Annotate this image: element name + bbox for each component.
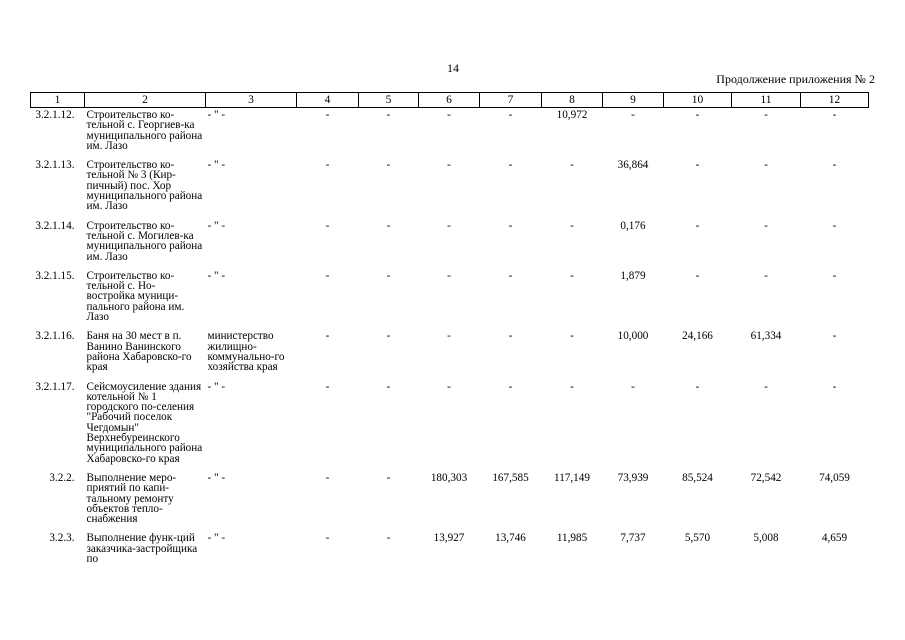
page-number: 14 [447,61,459,75]
value-cell: - [695,380,700,393]
row-number: 3.2.1.14. [35,219,75,232]
item-name: Выполнение меро-приятий по капи-тальному ремонту объектов тепло-снабжения [86,471,177,526]
value-cell: - [764,219,768,232]
value-cell: - [764,380,768,393]
value-cell: - [325,159,330,172]
item-name: Строительство ко-тельной с. Могилев-ка муниципального района им. Лазо [86,219,203,263]
responsible-party: - " - [207,532,226,545]
row-number: 3.2.1.12. [35,109,75,121]
value-cell: - [447,159,451,172]
value-cell: - [695,159,700,172]
row-number: 3.2.1.15. [35,269,75,282]
value-cell: 13,927 [433,532,465,545]
table-row [31,108,869,159]
value-cell: 4,659 [821,532,848,545]
value-cell: 117,149 [554,471,590,484]
item-name: Строительство ко-тельной с. Георгиев-ка муниципального района им. Лазо [86,109,203,152]
value-cell: 0,176 [620,219,646,232]
value-cell: - [447,330,451,343]
value-cell: - [570,269,574,282]
responsible-party: - " - [207,269,226,282]
table-row [31,269,869,329]
item-name: Строительство ко-тельной № 3 (Кир-пичный) пос. Хор муниципального района им. Лазо [86,159,203,213]
value-cell: - [386,380,391,393]
value-cell: - [386,532,391,545]
value-cell: - [764,269,768,282]
value-cell: - [325,532,330,545]
table-row [31,531,869,564]
item-name: Строительство ко-тельной с. Но-востройка муници-пального района им. Лазо [86,269,185,324]
value-cell: - [508,159,513,172]
responsible-party: - " - [207,159,226,172]
value-cell: - [386,269,391,282]
column-header: 8 [542,93,603,108]
responsible-party: - " - [207,109,226,121]
responsible-party: - " - [207,219,226,232]
column-header: 11 [732,93,801,108]
value-cell: - [832,219,837,232]
value-cell: 180,303 [430,471,468,484]
value-cell: - [325,109,330,121]
appendix-table [30,92,869,564]
value-cell: - [386,159,391,172]
row-number: 3.2.1.16. [35,330,75,343]
value-cell: 36,864 [617,159,649,172]
table-row [31,380,869,471]
column-header: 10 [664,93,732,108]
value-cell: 24,166 [682,330,713,343]
value-cell: 5,008 [753,532,779,545]
value-cell: - [631,109,635,121]
value-cell: 11,985 [556,532,588,545]
value-cell: - [386,219,391,232]
table-row [31,219,869,269]
value-cell: 10,000 [617,330,649,343]
column-header: 9 [603,93,664,108]
value-cell: - [631,380,635,393]
column-header: 1 [31,93,85,108]
table-row [31,471,869,531]
value-cell: - [508,109,513,121]
column-header: 4 [297,93,359,108]
value-cell: - [832,159,837,172]
value-cell: - [695,219,700,232]
table-row [31,329,869,379]
value-cell: - [695,269,700,282]
item-name: Выполнение функ-ций заказчика-застройщика по [86,532,198,565]
value-cell: - [764,109,768,121]
value-cell: - [325,269,330,282]
value-cell: - [325,330,330,343]
value-cell: - [447,380,451,393]
column-header: 3 [206,93,297,108]
value-cell: - [325,471,330,484]
continuation-note: Продолжение приложения № 2 [716,72,875,86]
table-row [31,158,869,218]
value-cell: 13,746 [495,532,526,545]
value-cell: - [832,269,837,282]
item-name: Сейсмоусиление здания котельной № 1 городского по-селения "Рабочий поселок Чегдомын" Верхнебуреинского муниципального района Хабаровско-го края [86,380,203,465]
row-number: 3.2.2. [49,471,75,484]
value-cell: 1,879 [620,269,646,282]
value-cell: - [447,269,451,282]
value-cell: - [695,109,700,121]
column-header: 2 [85,93,206,108]
value-cell: 5,570 [684,532,711,545]
value-cell: - [764,159,768,172]
value-cell: - [386,471,391,484]
value-cell: 7,737 [620,532,646,545]
row-number: 3.2.1.17. [35,380,75,393]
value-cell: - [832,109,837,121]
value-cell: - [508,269,513,282]
value-cell: - [508,219,513,232]
value-cell: - [832,330,837,343]
value-cell: - [508,380,513,393]
column-header: 7 [480,93,542,108]
value-cell: - [325,219,330,232]
value-cell: - [570,219,574,232]
value-cell: 85,524 [682,471,713,484]
responsible-party: министерство жилищно-коммунально-го хозяйства края [207,330,285,374]
column-header: 12 [801,93,869,108]
value-cell: 74,059 [819,471,850,484]
value-cell: 10,972 [556,109,588,121]
column-header: 6 [419,93,480,108]
responsible-party: - " - [207,471,226,484]
row-number: 3.2.3. [49,532,75,545]
value-cell: - [832,380,837,393]
value-cell: 72,542 [750,471,782,484]
value-cell: - [447,109,451,121]
value-cell: 61,334 [750,330,782,343]
value-cell: - [325,380,330,393]
value-cell: - [508,330,513,343]
column-number-row [31,93,869,108]
value-cell: - [570,330,574,343]
value-cell: 167,585 [492,471,529,484]
value-cell: - [386,109,391,121]
item-name: Баня на 30 мест в п. Ванино Ванинского района Хабаровско-го края [86,330,192,374]
value-cell: - [386,330,391,343]
value-cell: - [447,219,451,232]
responsible-party: - " - [207,380,226,393]
row-number: 3.2.1.13. [35,159,75,172]
value-cell: - [570,380,574,393]
value-cell: - [570,159,574,172]
value-cell: 73,939 [617,471,649,484]
column-header: 5 [359,93,419,108]
